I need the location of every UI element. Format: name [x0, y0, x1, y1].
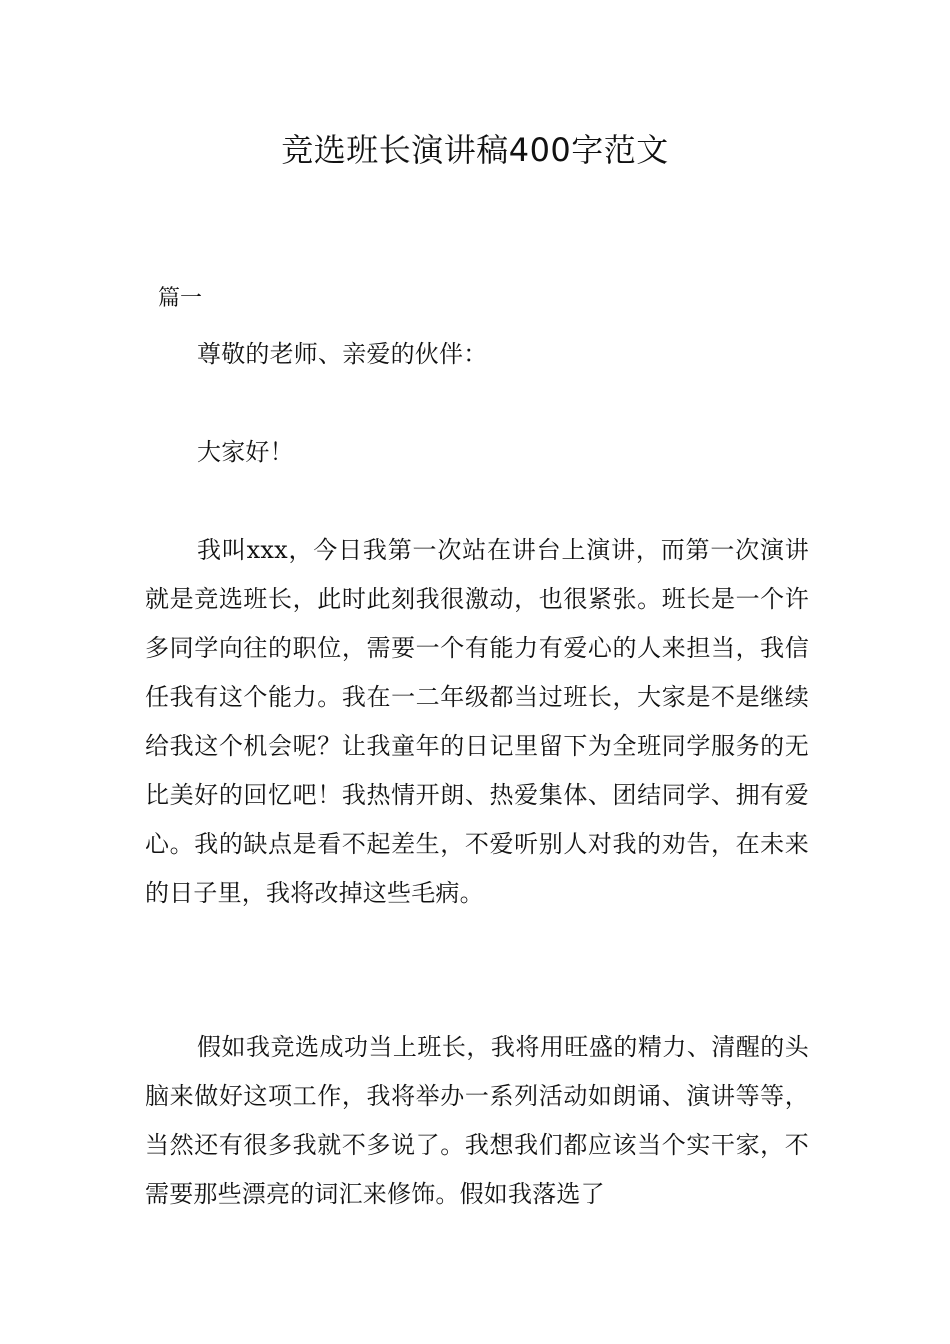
body-paragraph-1: 我叫xxx，今日我第一次站在讲台上演讲，而第一次演讲就是竞选班长，此时此刻我很激动，也很紧张。班长是一个许多同学向往的职位，需要一个有能力有爱心的人来担当，我信任我有这个能力。我在一二年级都当过班长，大家是不是继续给我这个机会呢？让我童年的日记里留下为全班同学服务的无比美好的回忆吧！我热情开朗、热爱集体、团结同学、拥有爱心。我的缺点是看不起差生，不爱听别人对我的劝告，在未来的日子里，我将改掉这些毛病。	[145, 536, 809, 907]
body-paragraph-2: 假如我竞选成功当上班长，我将用旺盛的精力、清醒的头脑来做好这项工作，我将举办一系列活动如朗诵、演讲等等，当然还有很多我就不多说了。我想我们都应该当个实干家，不需要那些漂亮的词汇来修饰。假如我落选了	[145, 1033, 809, 1208]
document-title: 竞选班长演讲稿400字范文	[281, 131, 669, 169]
greeting-paragraph: 尊敬的老师、亲爱的伙伴：	[197, 340, 488, 368]
hello-paragraph: 大家好！	[197, 438, 294, 466]
section-label: 篇一	[158, 286, 203, 311]
